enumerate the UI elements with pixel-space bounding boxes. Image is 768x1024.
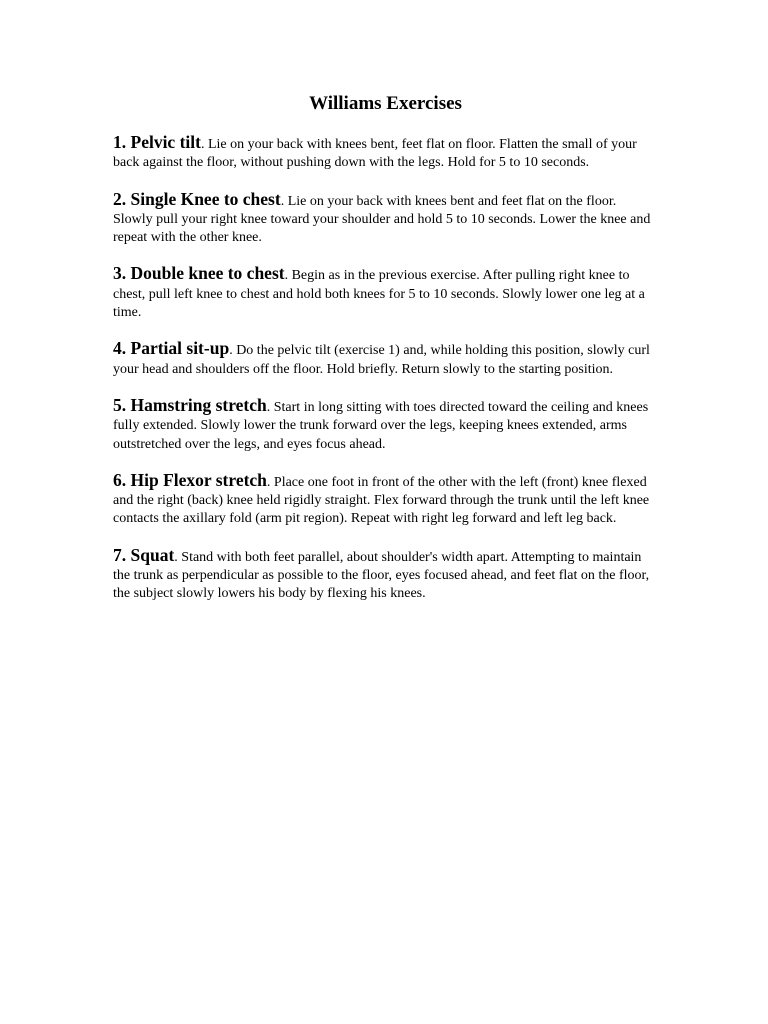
exercise-squat xyxy=(113,546,658,604)
exercise-heading: 1. Pelvic tilt xyxy=(113,132,201,152)
page-title: Williams Exercises xyxy=(309,93,462,114)
exercise-heading: 5. Hamstring stretch xyxy=(113,394,267,415)
exercise-double-knee-to-chest xyxy=(113,264,658,322)
exercise-description: . Begin as in the previous exercise. After pulling right knee to chest, pull left knee to chest and hold both knees for 5 to 10 seconds. Slowly lower one leg at a time. xyxy=(113,268,645,321)
exercise-hip-flexor-stretch xyxy=(113,471,658,529)
exercise-heading: 3. Double knee to chest xyxy=(113,263,285,284)
exercise-description: . Start in long sitting with toes directed toward the ceiling and knees fully extended. Slowly lower the trunk forward over the legs, keeping knees extended, arms outstretched over the legs, and eyes focus ahead. xyxy=(113,399,649,452)
exercise-description: . Lie on your back with knees bent, feet flat on floor. Flatten the small of your back against the floor, without pushing down with the legs. Hold for 5 to 10 seconds. xyxy=(113,137,637,171)
exercise-hamstring-stretch xyxy=(113,396,658,454)
exercise-heading: 6. Hip Flexor stretch xyxy=(113,469,267,490)
document-page xyxy=(113,92,658,621)
exercise-pelvic-tilt xyxy=(113,133,658,173)
exercise-description: . Do the pelvic tilt (exercise 1) and, while holding this position, slowly curl your head and shoulders off the floor. Hold briefly. Return slowly to the starting position. xyxy=(113,343,650,377)
exercise-description: . Lie on your back with knees bent and feet flat on the floor. Slowly pull your right knee toward your shoulder and hold 5 to 10 seconds. Lower the knee and repeat with the other knee. xyxy=(113,193,651,246)
exercise-single-knee-to-chest xyxy=(113,190,658,248)
exercise-partial-sit-up xyxy=(113,339,658,379)
exercise-description: . Place one foot in front of the other with the left (front) knee flexed and the right (back) knee held rigidly straight. Flex forward through the trunk until the left knee contacts the axillary fold (arm pit region). Repeat with right leg forward and left leg back. xyxy=(113,474,650,527)
exercise-heading: 4. Partial sit-up xyxy=(113,338,230,359)
exercise-description: . Stand with both feet parallel, about shoulder's width apart. Attempting to maintain the trunk as perpendicular as possible to the floor, eyes focused ahead, and feet flat on the floor, the subject slowly lowers his body by flexing his knees. xyxy=(113,549,650,602)
exercise-heading: 2. Single Knee to chest xyxy=(113,188,281,209)
exercise-heading: 7. Squat xyxy=(113,544,175,565)
